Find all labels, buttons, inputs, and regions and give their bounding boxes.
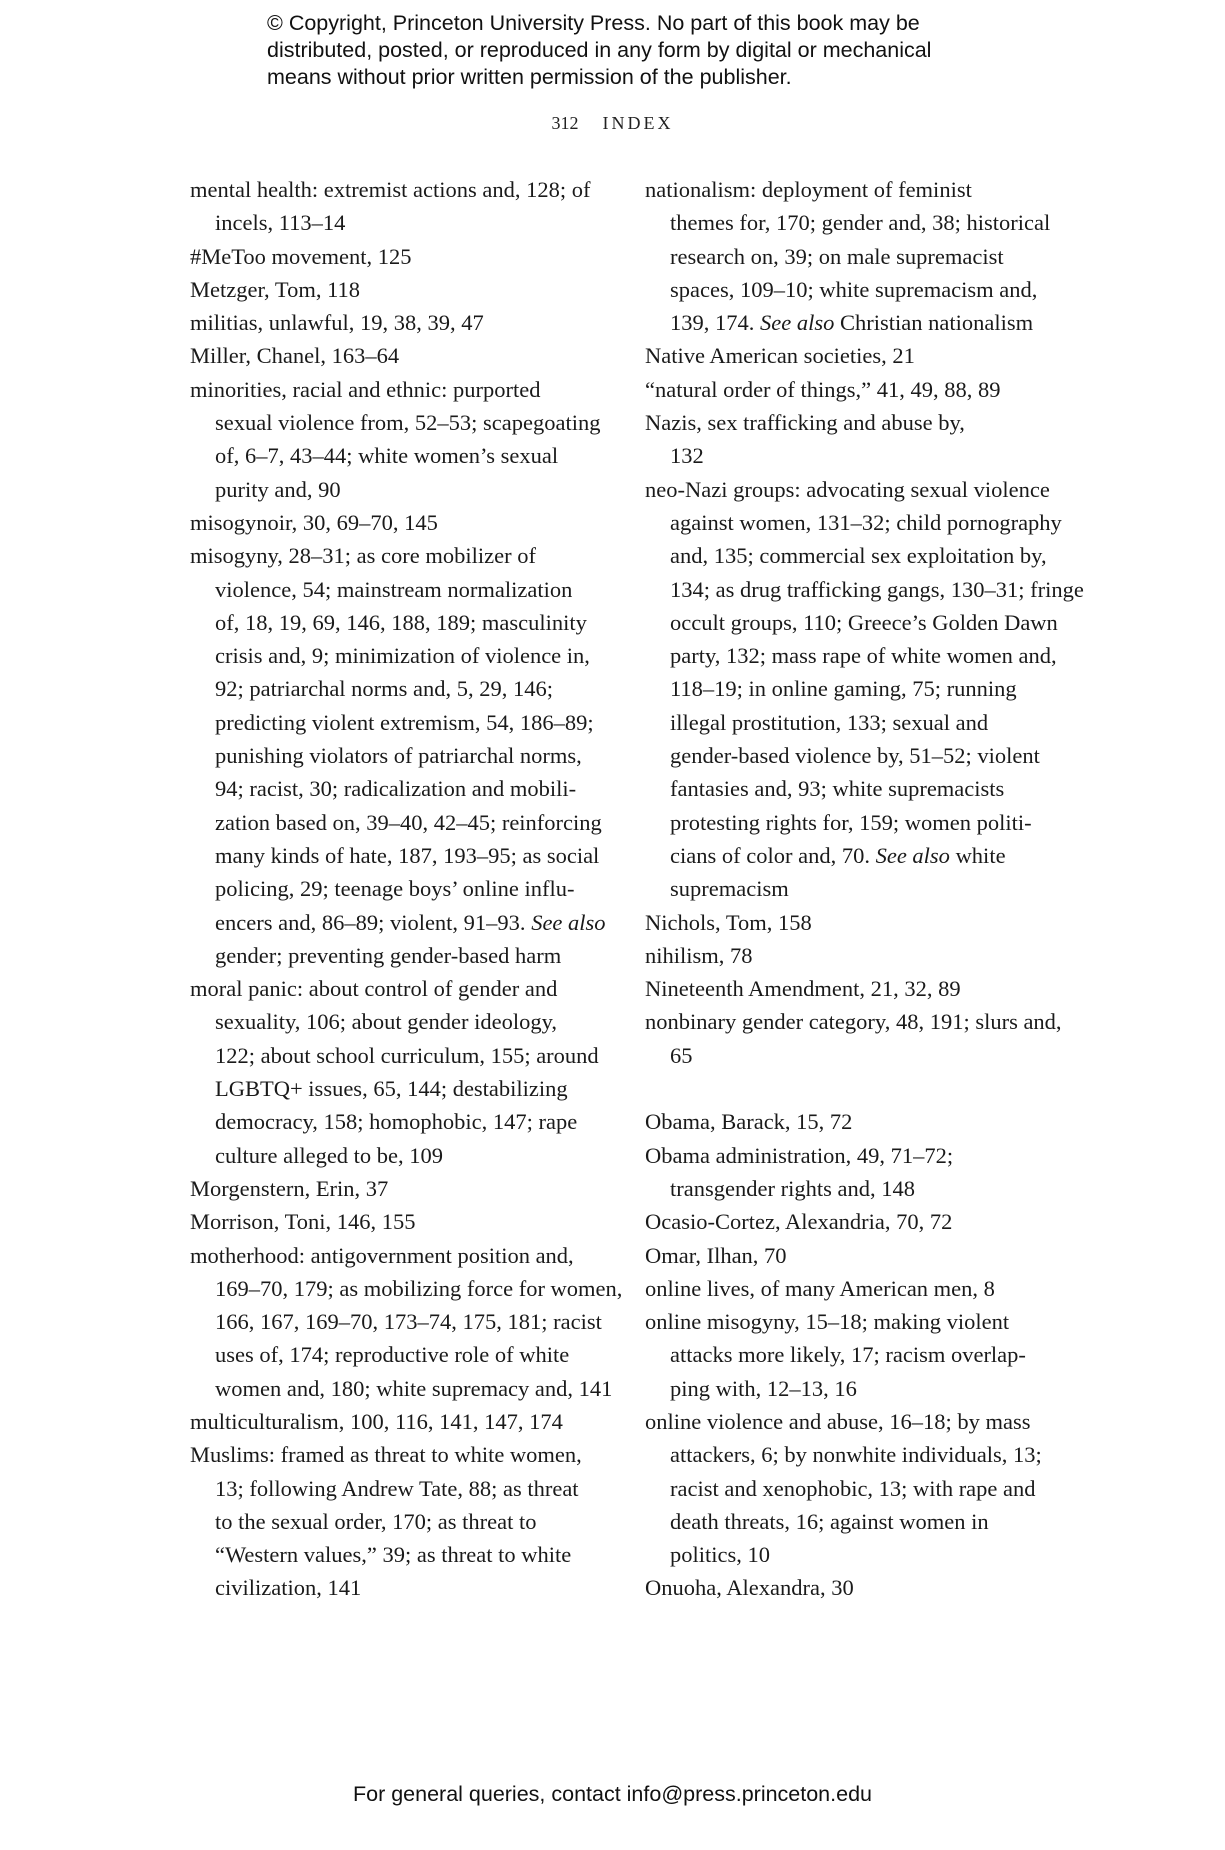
index-entry — [190, 1405, 630, 1438]
index-entry — [190, 373, 630, 506]
entry-continuation-line: against women, 131–32; child pornography — [670, 509, 1062, 535]
entry-heading-line: “natural order of things,” 41, 49, 88, 89 — [645, 376, 1001, 402]
cross-reference-label: See also — [760, 310, 835, 336]
entry-continuation-line: crisis and, 9; minimization of violence in, — [215, 643, 590, 669]
entry-continuation-line: 122; about school curriculum, 155; around — [215, 1042, 599, 1068]
entry-continuation-line: purity and, 90 — [215, 476, 341, 502]
index-entry — [190, 506, 630, 539]
copyright-notice — [267, 10, 931, 91]
entry-continuation-line: 166, 167, 169–70, 173–74, 175, 181; racist — [215, 1309, 602, 1335]
index-entry — [645, 1105, 1085, 1138]
index-entry — [645, 173, 1085, 339]
entry-heading-line: Miller, Chanel, 163–64 — [190, 343, 400, 369]
entry-heading-line: Obama administration, 49, 71–72; — [645, 1142, 954, 1168]
entry-continuation-line: 94; racist, 30; radicalization and mobili- — [215, 776, 577, 802]
entry-heading-line: Native American societies, 21 — [645, 343, 915, 369]
entry-continuation-line: culture alleged to be, 109 — [215, 1142, 444, 1168]
entry-continuation-line: 139, 174. See also Christian nationalism — [670, 310, 1034, 336]
entry-heading-line: Onuoha, Alexandra, 30 — [645, 1575, 854, 1601]
entry-continuation-line: and, 135; commercial sex exploitation by, — [670, 543, 1047, 569]
entry-heading-line: motherhood: antigovernment position and, — [190, 1242, 574, 1268]
footer-contact: For general queries, contact info@press.princeton.edu — [352, 1782, 872, 1806]
index-column-left — [190, 173, 630, 1605]
copyright-line: means without prior written permission of the publisher. — [267, 65, 792, 89]
entry-continuation-line: party, 132; mass rape of white women and, — [670, 643, 1057, 669]
entry-continuation-line: gender; preventing gender-based harm — [215, 942, 562, 968]
entry-continuation-line: politics, 10 — [670, 1542, 770, 1568]
entry-continuation-line: 118–19; in online gaming, 75; running — [670, 676, 1017, 702]
entry-continuation-line: civilization, 141 — [215, 1575, 362, 1601]
entry-continuation-line: violence, 54; mainstream normalization — [215, 576, 573, 602]
entry-continuation-line: spaces, 109–10; white supremacism and, — [670, 276, 1038, 302]
copyright-line: distributed, posted, or reproduced in any form by digital or mechanical — [267, 38, 932, 62]
index-entry — [645, 939, 1085, 972]
entry-continuation-line: fantasies and, 93; white supremacists — [670, 776, 1005, 802]
index-entry — [190, 306, 630, 339]
entry-continuation-line: to the sexual order, 170; as threat to — [215, 1508, 537, 1534]
entry-continuation-line: predicting violent extremism, 54, 186–89; — [215, 709, 594, 735]
entry-heading-line: minorities, racial and ethnic: purported — [190, 376, 541, 402]
index-entry — [645, 1239, 1085, 1272]
index-entry — [190, 1239, 630, 1405]
cross-reference-label: See also — [875, 842, 950, 868]
index-entry — [190, 1172, 630, 1205]
entry-heading-line: moral panic: about control of gender and — [190, 976, 558, 1002]
entry-heading-line: multiculturalism, 100, 116, 141, 147, 174 — [190, 1408, 563, 1434]
entry-heading-line: Morgenstern, Erin, 37 — [190, 1175, 389, 1201]
entry-continuation-line: 65 — [670, 1042, 693, 1068]
entry-continuation-line: gender-based violence by, 51–52; violent — [670, 743, 1040, 769]
entry-continuation-line: uses of, 174; reproductive role of white — [215, 1342, 570, 1368]
index-entry — [645, 473, 1085, 906]
entry-continuation-line: research on, 39; on male supremacist — [670, 243, 1004, 269]
entry-heading-line: neo-Nazi groups: advocating sexual violence — [645, 476, 1050, 502]
entry-continuation-line: ping with, 12–13, 16 — [670, 1375, 857, 1401]
section-gap — [645, 1072, 1085, 1105]
entry-continuation-line: protesting rights for, 159; women politi- — [670, 809, 1032, 835]
entry-continuation-line: of, 18, 19, 69, 146, 188, 189; masculinity — [215, 609, 587, 635]
entry-continuation-line: transgender rights and, 148 — [670, 1175, 915, 1201]
entry-heading-line: Muslims: framed as threat to white women, — [190, 1442, 582, 1468]
entry-continuation-line: 92; patriarchal norms and, 5, 29, 146; — [215, 676, 554, 702]
entry-heading-line: misogynoir, 30, 69–70, 145 — [190, 509, 438, 535]
entry-heading-line: Omar, Ilhan, 70 — [645, 1242, 787, 1268]
entry-heading-line: online violence and abuse, 16–18; by mass — [645, 1408, 1031, 1434]
index-entry — [645, 373, 1085, 406]
entry-continuation-line: racist and xenophobic, 13; with rape and — [670, 1475, 1036, 1501]
entry-heading-line: Ocasio-Cortez, Alexandria, 70, 72 — [645, 1209, 953, 1235]
index-entry — [645, 1205, 1085, 1238]
index-entry — [190, 539, 630, 972]
entry-heading-line: Nichols, Tom, 158 — [645, 909, 812, 935]
copyright-line: © Copyright, Princeton University Press. No part of this book may be — [267, 11, 920, 35]
index-entry — [190, 339, 630, 372]
index-entry — [190, 1205, 630, 1238]
entry-heading-line: Nineteenth Amendment, 21, 32, 89 — [645, 976, 961, 1002]
index-entry — [645, 1005, 1085, 1072]
entry-heading-line: Nazis, sex trafficking and abuse by, — [645, 410, 965, 436]
section-title: INDEX — [602, 113, 674, 133]
entry-continuation-line: LGBTQ+ issues, 65, 144; destabilizing — [215, 1076, 568, 1102]
index-entry — [190, 1438, 630, 1604]
entry-continuation-line: attackers, 6; by nonwhite individuals, 13; — [670, 1442, 1042, 1468]
entry-continuation-line: 132 — [670, 443, 704, 469]
entry-continuation-line: sexual violence from, 52–53; scapegoating — [215, 410, 601, 436]
entry-heading-line: online misogyny, 15–18; making violent — [645, 1309, 1010, 1335]
entry-heading-line: misogyny, 28–31; as core mobilizer of — [190, 543, 536, 569]
entry-heading-line: mental health: extremist actions and, 128; of — [190, 177, 591, 202]
entry-continuation-line: of, 6–7, 43–44; white women’s sexual — [215, 443, 559, 469]
entry-heading-line: nihilism, 78 — [645, 942, 753, 968]
entry-continuation-line: cians of color and, 70. See also white — [670, 842, 1006, 868]
entry-continuation-line: 13; following Andrew Tate, 88; as threat — [215, 1475, 579, 1501]
entry-continuation-line: sexuality, 106; about gender ideology, — [215, 1009, 558, 1035]
page-number: 312 — [551, 113, 579, 133]
index-column-right — [645, 173, 1085, 1605]
index-entry — [645, 1571, 1085, 1604]
entry-continuation-line: illegal prostitution, 133; sexual and — [670, 709, 989, 735]
entry-heading-line: nonbinary gender category, 48, 191; slurs and, — [645, 1009, 1062, 1035]
entry-heading-line: Metzger, Tom, 118 — [190, 276, 360, 302]
index-entry — [645, 1405, 1085, 1571]
entry-continuation-line: many kinds of hate, 187, 193–95; as social — [215, 842, 600, 868]
index-entry — [190, 972, 630, 1172]
entry-continuation-line: zation based on, 39–40, 42–45; reinforcing — [215, 809, 602, 835]
entry-continuation-line: occult groups, 110; Greece’s Golden Dawn — [670, 609, 1058, 635]
index-entry — [645, 1139, 1085, 1206]
index-entry — [645, 406, 1085, 473]
index-entry — [190, 173, 630, 240]
entry-heading-line: Obama, Barack, 15, 72 — [645, 1109, 853, 1135]
entry-heading-line: Morrison, Toni, 146, 155 — [190, 1209, 416, 1235]
entry-heading-line: online lives, of many American men, 8 — [645, 1275, 995, 1301]
entry-continuation-line: themes for, 170; gender and, 38; historical — [670, 210, 1051, 236]
index-entry — [645, 339, 1085, 372]
entry-heading-line: nationalism: deployment of feminist — [645, 177, 972, 202]
entry-continuation-line: death threats, 16; against women in — [670, 1508, 989, 1534]
index-entry — [645, 972, 1085, 1005]
index-entry — [645, 1272, 1085, 1305]
index-entry — [645, 1305, 1085, 1405]
entry-continuation-line: supremacism — [670, 876, 789, 902]
entry-continuation-line: “Western values,” 39; as threat to white — [215, 1542, 572, 1568]
entry-continuation-line: attacks more likely, 17; racism overlap- — [670, 1342, 1026, 1368]
entry-continuation-line: women and, 180; white supremacy and, 141 — [215, 1375, 613, 1401]
entry-continuation-line: punishing violators of patriarchal norms, — [215, 743, 582, 769]
index-entry — [190, 273, 630, 306]
entry-heading-line: #MeToo movement, 125 — [190, 243, 412, 269]
index-entry — [645, 906, 1085, 939]
index-entry — [190, 240, 630, 273]
running-head — [0, 113, 1225, 134]
entry-continuation-line: policing, 29; teenage boys’ online influ- — [215, 876, 575, 902]
entry-continuation-line: incels, 113–14 — [215, 210, 346, 236]
entry-continuation-line: encers and, 86–89; violent, 91–93. See also — [215, 909, 606, 935]
cross-reference-label: See also — [531, 909, 606, 935]
entry-continuation-line: democracy, 158; homophobic, 147; rape — [215, 1109, 578, 1135]
entry-continuation-line: 169–70, 179; as mobilizing force for women, — [215, 1275, 623, 1301]
entry-continuation-line: 134; as drug trafficking gangs, 130–31; fringe — [670, 576, 1084, 602]
entry-heading-line: militias, unlawful, 19, 38, 39, 47 — [190, 310, 484, 336]
